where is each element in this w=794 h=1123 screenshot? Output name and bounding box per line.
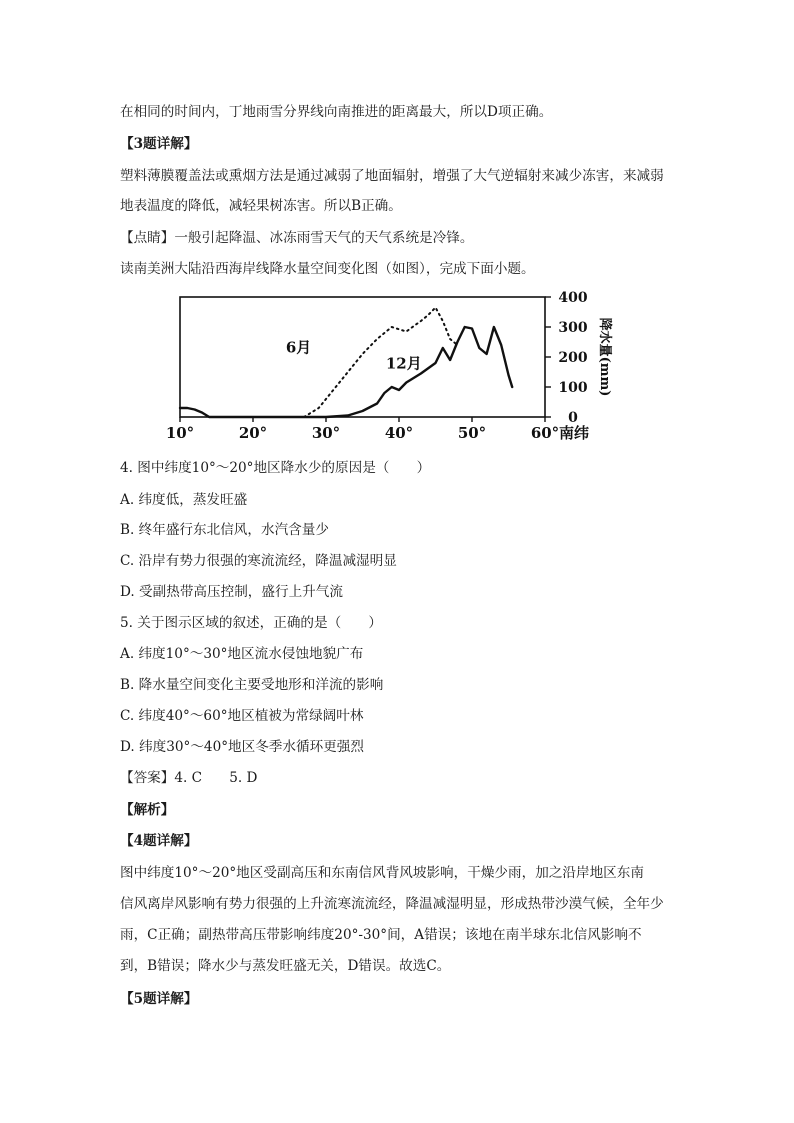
y-tick-label: 300 [558, 320, 588, 336]
x-tick-label: 30° [311, 424, 341, 442]
y-tick-label: 400 [558, 290, 588, 306]
q4-option-a: A. 纬度低，蒸发旺盛 [120, 492, 248, 508]
question-4: 4. 图中纬度10°～20°地区降水少的原因是（ ） [120, 460, 431, 476]
x-tick-label: 10° [165, 424, 195, 442]
q4-detail-line-1: 图中纬度10°～20°地区受副高压和东南信风背风坡影响，干燥少雨，加之沿岸地区东南 [120, 865, 644, 881]
y-tick-label: 100 [558, 380, 588, 396]
series-label-june: 6月 [285, 338, 312, 357]
y-tick-label: 0 [568, 410, 578, 426]
q4-option-d: D. 受副热带高压控制，盛行上升气流 [120, 584, 343, 600]
q5-option-a: A. 纬度10°～30°地区流水侵蚀地貌广布 [120, 646, 364, 662]
q5-option-c: C. 纬度40°～60°地区植被为常绿阔叶林 [120, 708, 364, 724]
x-axis-unit: 南纬 [559, 424, 590, 442]
answer-line: 【答案】4. C 5. D [120, 770, 258, 786]
q5-option-b: B. 降水量空间变化主要受地形和洋流的影响 [120, 677, 384, 693]
y-tick-label: 200 [558, 350, 588, 366]
text-line-4: 地表温度的降低，减轻果树冻害。所以B正确。 [120, 198, 402, 214]
y-axis-label: 降水量(mm) [597, 317, 612, 397]
precipitation-chart [165, 290, 615, 450]
q4-option-c: C. 沿岸有势力很强的寒流流经，降温减湿明显 [120, 553, 397, 569]
chart-intro-line: 读南美洲大陆沿西海岸线降水量空间变化图（如图），完成下面小题。 [120, 261, 535, 277]
x-tick-label: 40° [384, 424, 414, 442]
x-tick-label: 60° [530, 424, 560, 442]
question-5: 5. 关于图示区域的叙述，正确的是（ ） [120, 615, 382, 631]
x-tick-label: 50° [457, 424, 487, 442]
series-line-2 [180, 327, 512, 417]
text-line-1: 在相同的时间内，丁地雨雪分界线向南推进的距离最大，所以D项正确。 [120, 104, 553, 120]
q5-detail-heading: 【5题详解】 [120, 991, 198, 1007]
x-tick-label: 20° [238, 424, 268, 442]
plot-frame [180, 297, 545, 417]
analysis-heading: 【解析】 [120, 802, 175, 818]
q4-detail-line-4: 到，B错误；降水少与蒸发旺盛无关，D错误。故选C。 [120, 958, 451, 974]
series-label-december: 12月 [385, 354, 422, 373]
q4-detail-line-3: 雨，C正确；副热带高压带影响纬度20°-30°间，A错误；该地在南半球东北信风影响不 [120, 927, 642, 943]
q4-detail-line-2: 信风离岸风影响有势力很强的上升流寒流流经，降温减湿明显，形成热带沙漠气候，全年少 [120, 896, 664, 912]
section-heading-q3: 【3题详解】 [120, 136, 198, 152]
q5-option-d: D. 纬度30°～40°地区冬季水循环更强烈 [120, 739, 364, 755]
q4-detail-heading: 【4题详解】 [120, 833, 198, 849]
text-line-3: 塑料薄膜覆盖法或熏烟方法是通过减弱了地面辐射，增强了大气逆辐射来减少冻害，来减弱 [120, 168, 664, 184]
q4-option-b: B. 终年盛行东北信风，水汽含量少 [120, 522, 329, 538]
tip-line: 【点睛】一般引起降温、冰冻雨雪天气的天气系统是冷锋。 [120, 230, 474, 246]
series-line-1 [304, 308, 457, 418]
